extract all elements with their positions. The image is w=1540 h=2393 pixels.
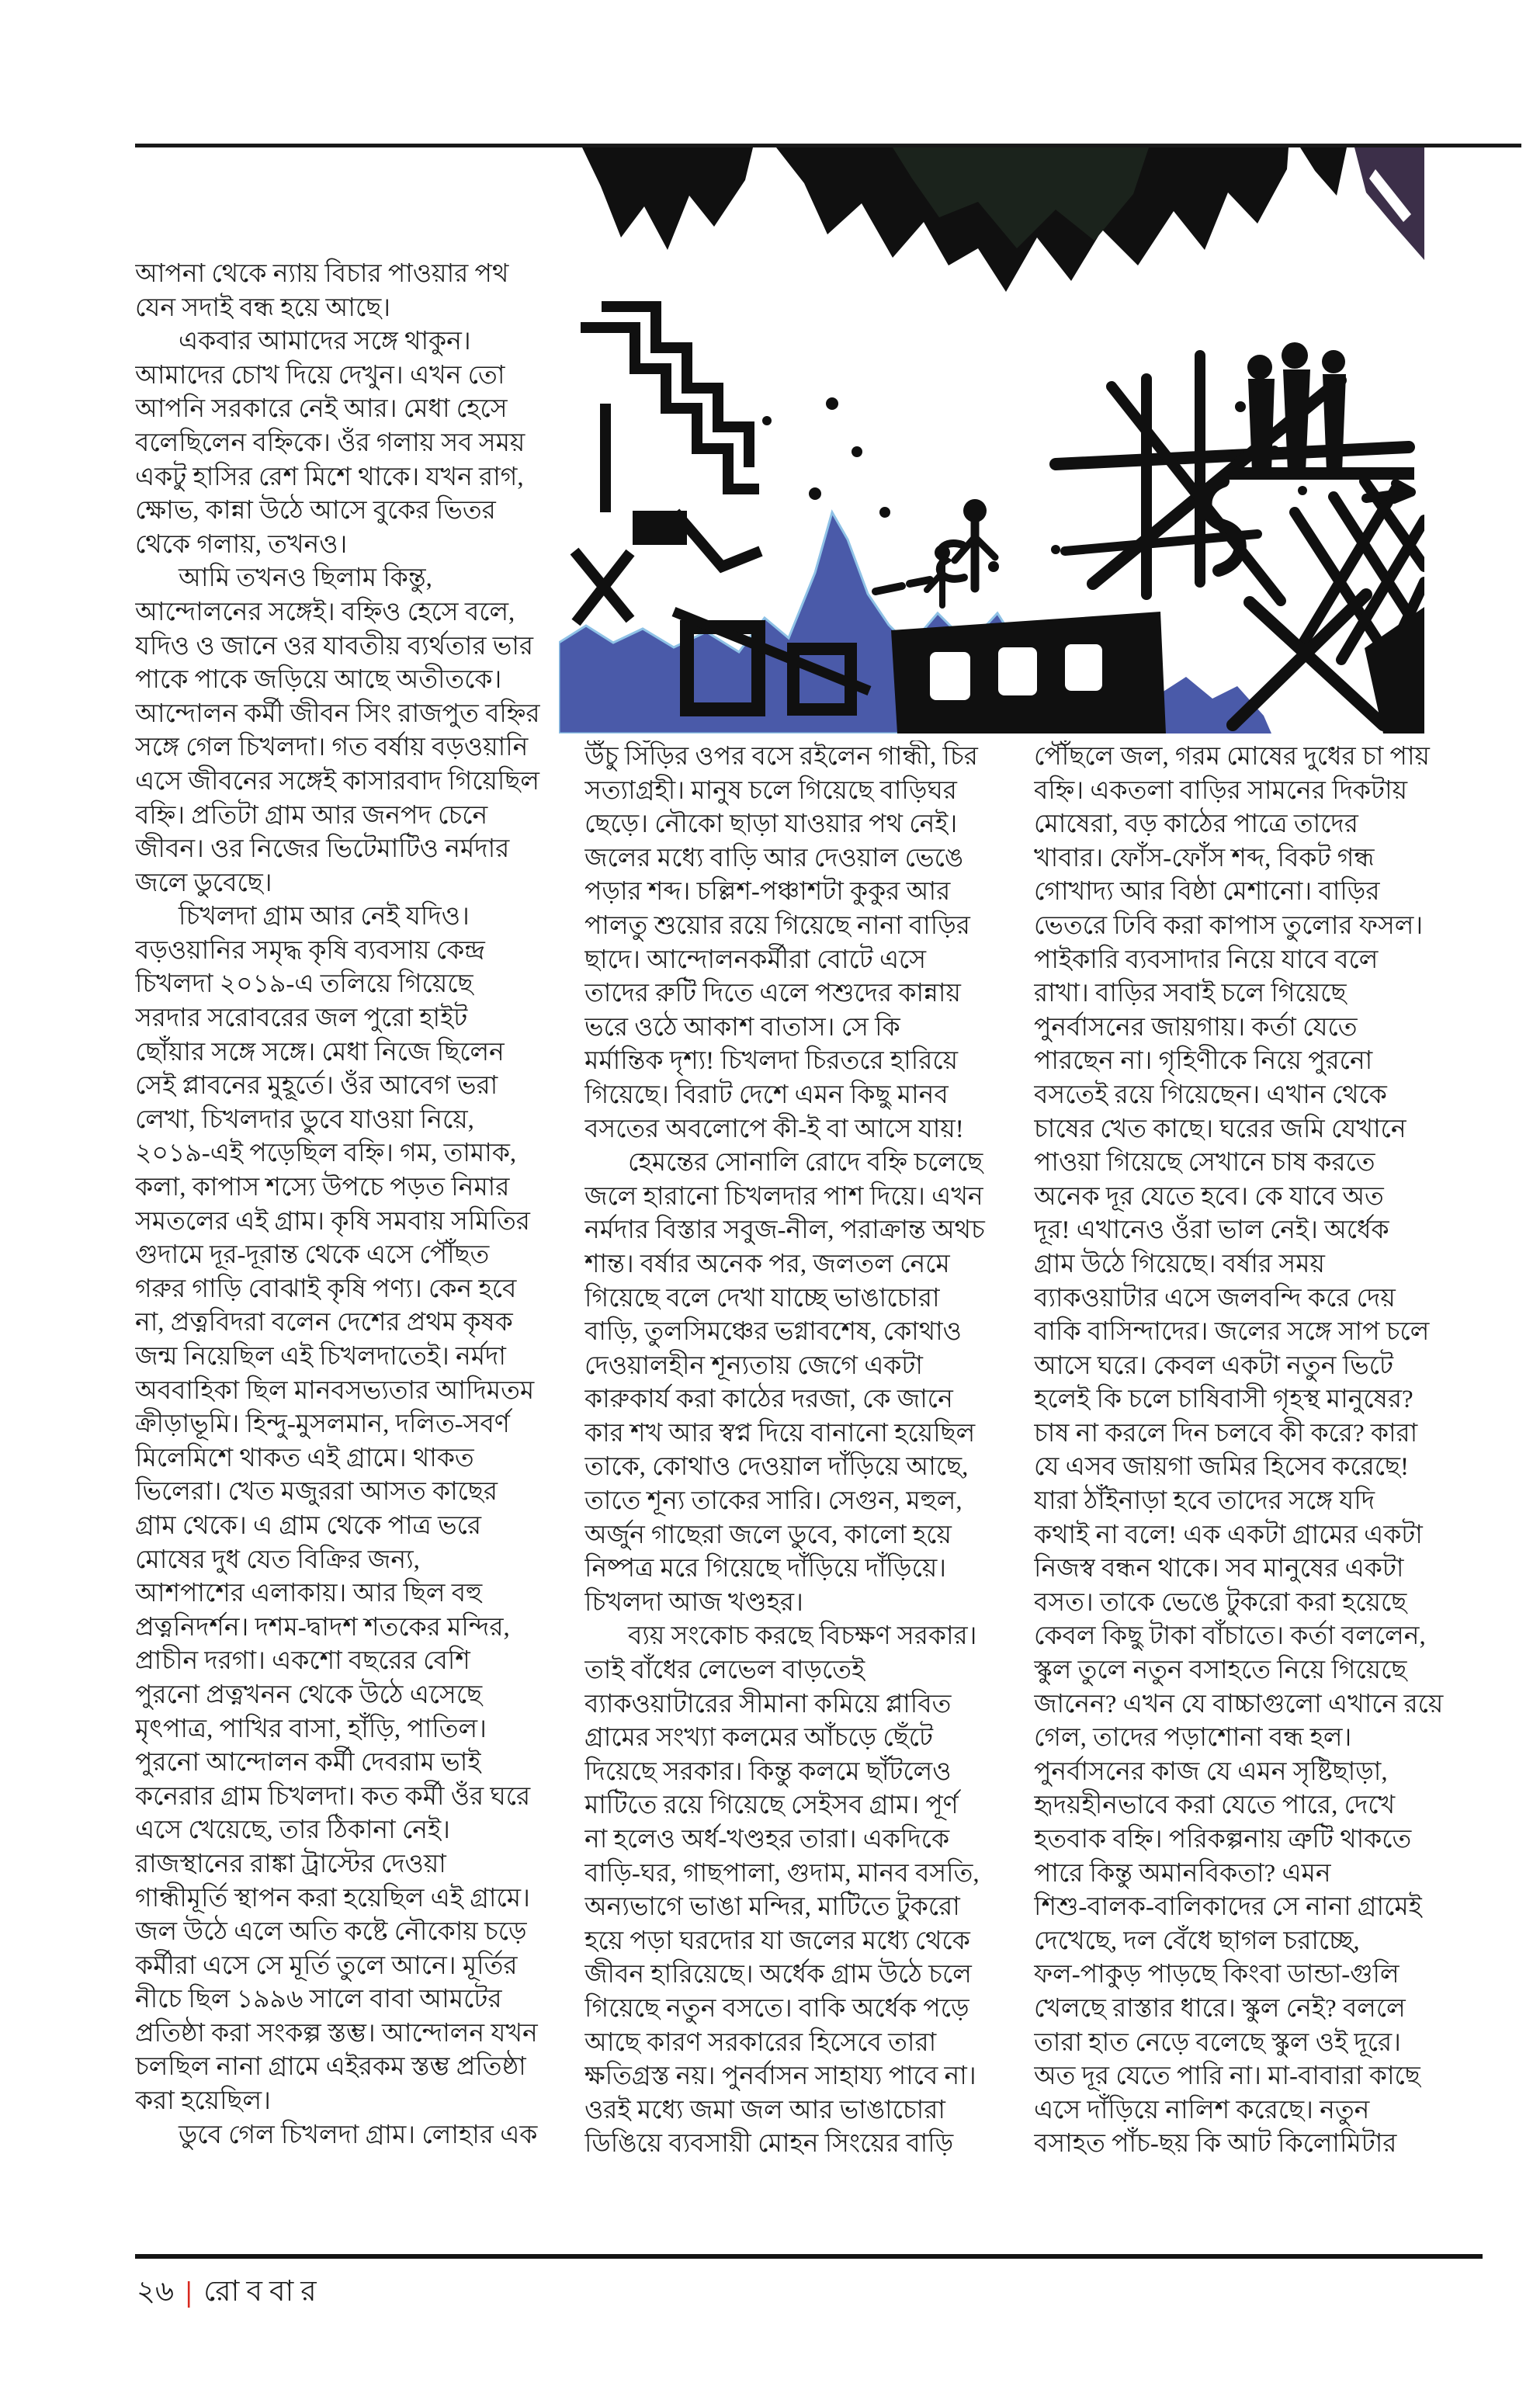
text-line: ভিলেরা। খেত মজুররা আসত কাছের	[135, 1478, 498, 1507]
text-line: পাওয়া গিয়েছে সেখানে চাষ করতে	[1034, 1149, 1375, 1177]
footer-separator: |	[186, 2277, 192, 2308]
text-line: চিখলদা আজ খণ্ডহর।	[584, 1588, 803, 1617]
text-line: কারুকার্য করা কাঠের দরজা, কে জানে	[584, 1386, 953, 1414]
text-line: মৃৎপাত্র, পাখির বাসা, হাঁড়ি, পাতিল।	[135, 1715, 487, 1743]
text-line: হয়ে পড়া ঘরদোর যা জলের মধ্যে থেকে	[584, 1927, 970, 1955]
text-line: ব্যয় সংকোচ করছে বিচক্ষণ সরকার।	[628, 1622, 977, 1651]
magazine-name: রোববার	[203, 2276, 324, 2308]
text-line: ছোঁয়ার সঙ্গে সঙ্গে। মেধা নিজে ছিলেন	[135, 1038, 505, 1066]
text-line: মোষেরা, বড় কাঠের পাত্রে তাদের	[1034, 810, 1358, 839]
text-line: ডিঙিয়ে ব্যবসায়ী মোহন সিংয়ের বাড়ি	[584, 2130, 954, 2159]
text-line: গিয়েছে বলে দেখা যাচ্ছে ভাঙাচোরা	[584, 1284, 940, 1313]
text-line: জলে হারানো চিখলদার পাশ দিয়ে। এখন	[584, 1182, 983, 1211]
text-line: ডুবে গেল চিখলদা গ্রাম। লোহার এক	[179, 2121, 538, 2149]
text-line: গোখাদ্য আর বিষ্ঠা মেশানো। বাড়ির	[1034, 878, 1380, 907]
text-line: জন্ম নিয়েছিল এই চিখলদাতেই। নর্মদা	[135, 1343, 506, 1371]
text-line: তাই বাঁধের লেভেল বাড়তেই	[584, 1656, 865, 1685]
text-line: বহ্নি। প্রতিটা গ্রাম আর জনপদ চেনে	[135, 801, 488, 830]
text-line: যদিও ও জানে ওর যাবতীয় ব্যর্থতার ভার	[135, 632, 534, 661]
text-line: জীবন হারিয়েছে। অর্ধেক গ্রাম উঠে চলে	[584, 1961, 972, 1989]
text-line: ছাদে। আন্দোলনকর্মীরা বোটে এসে	[584, 945, 927, 974]
text-line: উঁচু সিঁড়ির ওপর বসে রইলেন গান্ধী, চির	[584, 743, 978, 771]
text-line: শান্ত। বর্ষার অনেক পর, জলতল নেমে	[584, 1250, 950, 1278]
text-line: একবার আমাদের সঙ্গে থাকুন।	[179, 328, 471, 356]
text-line: মোষের দুধ যেত বিক্রির জন্য,	[135, 1545, 420, 1574]
text-line: চাষের খেত কাছে। ঘরের জমি যেখানে	[1034, 1115, 1406, 1143]
text-line: পুনর্বাসনের কাজ যে এমন সৃষ্টিছাড়া,	[1034, 1757, 1388, 1786]
text-line: হতবাক বহ্নি। পরিকল্পনায় ত্রুটি থাকতে	[1034, 1826, 1412, 1854]
text-line: দেওয়ালহীন শূন্যতায় জেগে একটা	[584, 1351, 923, 1380]
text-line: কথাই না বলে! এক একটা গ্রামের একটা	[1034, 1521, 1423, 1549]
text-line: রাজস্থানের রাঙ্কা ট্রাস্টের দেওয়া	[135, 1850, 446, 1878]
text-line: কার শখ আর স্বপ্ন দিয়ে বানানো হয়েছিল	[584, 1419, 976, 1448]
text-line: গিয়েছে। বিরাট দেশে এমন কিছু মানব	[584, 1080, 949, 1109]
text-line: জীবন। ওর নিজের ভিটেমাটিও নর্মদার	[135, 835, 510, 864]
text-line: বলেছিলেন বহ্নিকে। ওঁর গলায় সব সময়	[135, 428, 525, 457]
text-line: এসে জীবনের সঙ্গেই কাসারবাদ গিয়েছিল	[135, 767, 539, 796]
text-line: যারা ঠাঁইনাড়া হবে তাদের সঙ্গে যদি	[1034, 1487, 1375, 1516]
text-line: শিশু-বালক-বালিকাদের সে নানা গ্রামেই	[1034, 1893, 1422, 1922]
text-line: গান্ধীমূর্তি স্থাপন করা হয়েছিল এই গ্রামে।	[135, 1884, 530, 1913]
text-line: প্রত্ননিদর্শন। দশম-দ্বাদশ শতকের মন্দির,	[135, 1613, 510, 1642]
text-line: চিখলদা গ্রাম আর নেই যদিও।	[179, 903, 470, 931]
text-line: আমাদের চোখ দিয়ে দেখুন। এখন তো	[135, 361, 505, 390]
text-line: বসাহত পাঁচ-ছয় কি আট কিলোমিটার	[1034, 2130, 1397, 2159]
text-line: ওরই মধ্যে জমা জল আর ভাঙাচোরা	[584, 2096, 945, 2124]
flood-village-illustration	[559, 147, 1424, 734]
text-line: পারে কিন্তু অমানবিকতা? এমন	[1034, 1859, 1331, 1888]
text-line: ক্ষোভ, কান্না উঠে আসে বুকের ভিতর	[135, 497, 496, 525]
text-line: থেকে গলায়, তখনও।	[135, 530, 348, 559]
text-line: পড়ার শব্দ। চল্লিশ-পঞ্চাশটা কুকুর আর	[584, 878, 951, 907]
text-line: ক্ষতিগ্রস্ত নয়। পুনর্বাসন সাহায্য পাবে না।	[584, 2062, 976, 2091]
text-line: পারছেন না। গৃহিণীকে নিয়ে পুরনো	[1034, 1047, 1373, 1076]
ink-drawing-svg	[559, 147, 1424, 734]
text-line: বসতেই রয়ে গিয়েছেন। এখান থেকে	[1034, 1080, 1387, 1109]
page-footer	[137, 2268, 324, 2317]
text-line: অববাহিকা ছিল মানবসভ্যতার আদিমতম	[135, 1376, 535, 1405]
text-line: আশপাশের এলাকায়। আর ছিল বহু	[135, 1580, 483, 1608]
text-line: ভেতরে ঢিবি করা কাপাস তুলোর ফসল।	[1034, 911, 1424, 940]
text-line: নীচে ছিল ১৯৯৬ সালে বাবা আমটের	[135, 1985, 502, 2014]
text-line: কলা, কাপাস শস্যে উপচে পড়ত নিমার	[135, 1174, 510, 1202]
text-line: গরুর গাড়ি বোঝাই কৃষি পণ্য। কেন হবে	[135, 1275, 517, 1303]
text-line: লেখা, চিখলদার ডুবে যাওয়া নিয়ে,	[135, 1105, 474, 1134]
text-line: মর্মান্তিক দৃশ্য! চিখলদা চিরতরে হারিয়ে	[584, 1047, 959, 1076]
text-line: সত্যাগ্রহী। মানুষ চলে গিয়েছে বাড়িঘর	[584, 776, 957, 805]
text-line: না, প্রত্নবিদরা বলেন দেশের প্রথম কৃষক	[135, 1309, 513, 1337]
text-line: হৃদয়হীনভাবে করা যেতে পারে, দেখে	[1034, 1791, 1396, 1820]
text-line: পৌঁছলে জল, গরম মোষের দুধের চা পায়	[1034, 743, 1430, 771]
text-line: অর্জুন গাছেরা জলে ডুবে, কালো হয়ে	[584, 1521, 952, 1549]
text-line: সেই প্লাবনের মুহূর্তে। ওঁর আবেগ ভরা	[135, 1072, 498, 1101]
text-line: অন্যভাগে ভাঙা মন্দির, মাটিতে টুকরো	[584, 1893, 960, 1922]
text-line: না হলেও অর্ধ-খণ্ডহর তারা। একদিকে	[584, 1826, 950, 1854]
text-line: হেমন্তের সোনালি রোদে বহ্নি চলেছে	[628, 1149, 983, 1177]
text-line: নিজস্ব বন্ধন থাকে। সব মানুষের একটা	[1034, 1555, 1404, 1583]
text-line: এসে খেয়েছে, তার ঠিকানা নেই।	[135, 1816, 450, 1845]
text-line: আসে ঘরে। কেবল একটা নতুন ভিটে	[1034, 1351, 1393, 1380]
text-line: বসতের অবলোপে কী-ই বা আসে যায়!	[584, 1115, 964, 1143]
text-line: বাড়ি, তুলসিমঞ্চের ভগ্নাবশেষ, কোথাও	[584, 1318, 962, 1347]
text-line: তাতে শূন্য তাকের সারি। সেগুন, মহুল,	[584, 1487, 962, 1516]
text-line: অত দূর যেতে পারি না। মা-বাবারা কাছে	[1034, 2062, 1420, 2091]
text-line: কর্মীরা এসে সে মূর্তি তুলে আনে। মূর্তির	[135, 1951, 518, 1980]
text-line: অনেক দূর যেতে হবে। কে যাবে অত	[1034, 1182, 1384, 1211]
text-line: চলছিল নানা গ্রামে এইরকম স্তম্ভ প্রতিষ্ঠা	[135, 2053, 526, 2082]
text-line: সরদার সরোবরের জল পুরো হাইট	[135, 1004, 468, 1033]
text-line: গ্রাম থেকে। এ গ্রাম থেকে পাত্র ভরে	[135, 1511, 482, 1540]
text-line: গিয়েছে নতুন বসতে। বাকি অর্ধেক পড়ে	[584, 1994, 969, 2023]
text-column-2	[584, 740, 1013, 2162]
text-line: রাখা। বাড়ির সবাই চলে গিয়েছে	[1034, 980, 1347, 1008]
text-line: ব্যাকওয়াটার এসে জলবন্দি করে দেয়	[1034, 1284, 1396, 1313]
text-line: মাটিতে রয়ে গিয়েছে সেইসব গ্রাম। পূর্ণ	[584, 1791, 959, 1820]
text-line: বসত। তাকে ভেঙে টুকরো করা হয়েছে	[1034, 1588, 1407, 1617]
text-line: ক্রীড়াভূমি। হিন্দু-মুসলমান, দলিত-সবর্ণ	[135, 1410, 510, 1439]
text-line: চাষ না করলে দিন চলবে কী করে? কারা	[1034, 1419, 1418, 1448]
text-line: একটু হাসির রেশ মিশে থাকে। যখন রাগ,	[135, 463, 524, 491]
text-line: স্কুল তুলে নতুন বসাহতে নিয়ে গিয়েছে	[1034, 1656, 1407, 1685]
text-line: আপনা থেকে ন্যায় বিচার পাওয়ার পথ	[135, 260, 509, 288]
text-line: জল উঠে এলে অতি কষ্টে নৌকোয় চড়ে	[135, 1918, 527, 1947]
text-line: পাইকারি ব্যবসাদার নিয়ে যাবে বলে	[1034, 945, 1379, 974]
text-line: আপনি সরকারে নেই আর। মেধা হেসে	[135, 395, 508, 424]
text-line: তাদের রুটি দিতে এলে পশুদের কান্নায়	[584, 980, 961, 1008]
text-line: পালতু শুয়োর রয়ে গিয়েছে নানা বাড়ির	[584, 911, 970, 940]
text-line: পাকে পাকে জড়িয়ে আছে অতীতকে।	[135, 666, 502, 695]
text-line: যে এসব জায়গা জমির হিসেব করেছে!	[1034, 1453, 1410, 1482]
text-line: জানেন? এখন যে বাচ্চাগুলো এখানে রয়ে	[1034, 1690, 1444, 1718]
text-line: দূর! এখানেও ওঁরা ভাল নেই। অর্ধেক	[1034, 1216, 1389, 1245]
text-line: ভরে ওঠে আকাশ বাতাস। সে কি	[584, 1013, 900, 1042]
text-line: খেলছে রাস্তার ধারে। স্কুল নেই? বললে	[1034, 1994, 1406, 2023]
text-line: সঙ্গে গেল চিখলদা। গত বর্ষায় বড়ওয়ানি	[135, 734, 529, 762]
text-column-1	[135, 258, 564, 2152]
text-line: প্রাচীন দরগা। একশো বছরের বেশি	[135, 1647, 470, 1676]
text-column-3	[1034, 740, 1462, 2162]
text-line: গেল, তাদের পড়াশোনা বন্ধ হল।	[1034, 1724, 1352, 1753]
text-line: আন্দোলনের সঙ্গেই। বহ্নিও হেসে বলে,	[135, 598, 515, 626]
text-line: তারা হাত নেড়ে বলেছে স্কুল ওই দূরে।	[1034, 2028, 1401, 2057]
text-line: কনেরার গ্রাম চিখলদা। কত কর্মী ওঁর ঘরে	[135, 1782, 531, 1811]
text-line: খাবার। ফোঁস-ফোঁস শব্দ, বিকট গন্ধ	[1034, 844, 1375, 872]
text-line: নিষ্পত্র মরে গিয়েছে দাঁড়িয়ে দাঁড়িয়ে।	[584, 1555, 947, 1583]
text-line: মিলেমিশে থাকত এই গ্রামে। থাকত	[135, 1444, 474, 1472]
text-line: বাড়ি-ঘর, গাছপালা, গুদাম, মানব বসতি,	[584, 1859, 980, 1888]
text-line: জলে ডুবেছে।	[135, 869, 272, 897]
text-line: ছেড়ে। নৌকো ছাড়া যাওয়ার পথ নেই।	[584, 810, 958, 839]
text-line: জলের মধ্যে বাড়ি আর দেওয়াল ভেঙে	[584, 844, 964, 872]
text-line: পুনর্বাসনের জায়গায়। কর্তা যেতে	[1034, 1013, 1358, 1042]
text-line: আমি তখনও ছিলাম কিন্তু,	[179, 564, 432, 593]
text-line: তাকে, কোথাও দেওয়াল দাঁড়িয়ে আছে,	[584, 1453, 969, 1482]
text-line: দেখেছে, দল বেঁধে ছাগল চরাচ্ছে,	[1034, 1927, 1360, 1955]
text-line: পুরনো প্রত্নখনন থেকে উঠে এসেছে	[135, 1680, 483, 1709]
text-line: সমতলের এই গ্রাম। কৃষি সমবায় সমিতির	[135, 1207, 530, 1236]
text-line: নর্মদার বিস্তার সবুজ-নীল, পরাক্রান্ত অথচ	[584, 1216, 985, 1245]
text-line: ২০১৯-এই পড়েছিল বহ্নি। গম, তামাক,	[135, 1139, 517, 1168]
text-line: যেন সদাই বন্ধ হয়ে আছে।	[135, 293, 391, 322]
text-line: আছে কারণ সরকারের হিসেবে তারা	[584, 2028, 937, 2057]
text-line: গ্রাম উঠে গিয়েছে। বর্ষার সময়	[1034, 1250, 1325, 1278]
text-line: করা হয়েছিল।	[135, 2087, 271, 2116]
text-line: চিখলদা ২০১৯-এ তলিয়ে গিয়েছে	[135, 970, 473, 999]
footer-rule	[135, 2254, 1483, 2259]
text-line: দিয়েছে সরকার। কিন্তু কলমে ছাঁটলেও	[584, 1757, 952, 1786]
text-line: গুদামে দূর-দূরান্ত থেকে এসে পৌঁছত	[135, 1241, 490, 1270]
page-number: ২৬	[137, 2276, 175, 2308]
text-line: বহ্নি। একতলা বাড়ির সামনের দিকটায়	[1034, 776, 1408, 805]
text-line: পুরনো আন্দোলন কর্মী দেবরাম ভাই	[135, 1749, 481, 1777]
text-line: এসে দাঁড়িয়ে নালিশ করেছে। নতুন	[1034, 2096, 1370, 2124]
text-line: গ্রামের সংখ্যা কলমের আঁচড়ে ছেঁটে	[584, 1724, 933, 1753]
text-line: কেবল কিছু টাকা বাঁচাতে। কর্তা বললেন,	[1034, 1622, 1426, 1651]
text-line: বাকি বাসিন্দাদের। জলের সঙ্গে সাপ চলে	[1034, 1318, 1430, 1347]
text-line: হলেই কি চলে চাষিবাসী গৃহস্থ মানুষের?	[1034, 1386, 1413, 1414]
text-line: ফল-পাকুড় পাড়ছে কিংবা ডান্ডা-গুলি	[1034, 1961, 1400, 1989]
text-line: ব্যাকওয়াটারের সীমানা কমিয়ে প্লাবিত	[584, 1690, 952, 1718]
text-line: প্রতিষ্ঠা করা সংকল্প স্তম্ভ। আন্দোলন যখন	[135, 2019, 538, 2048]
text-line: বড়ওয়ানির সমৃদ্ধ কৃষি ব্যবসায় কেন্দ্র	[135, 936, 485, 965]
text-line: আন্দোলন কর্মী জীবন সিং রাজপুত বহ্নির	[135, 699, 540, 728]
